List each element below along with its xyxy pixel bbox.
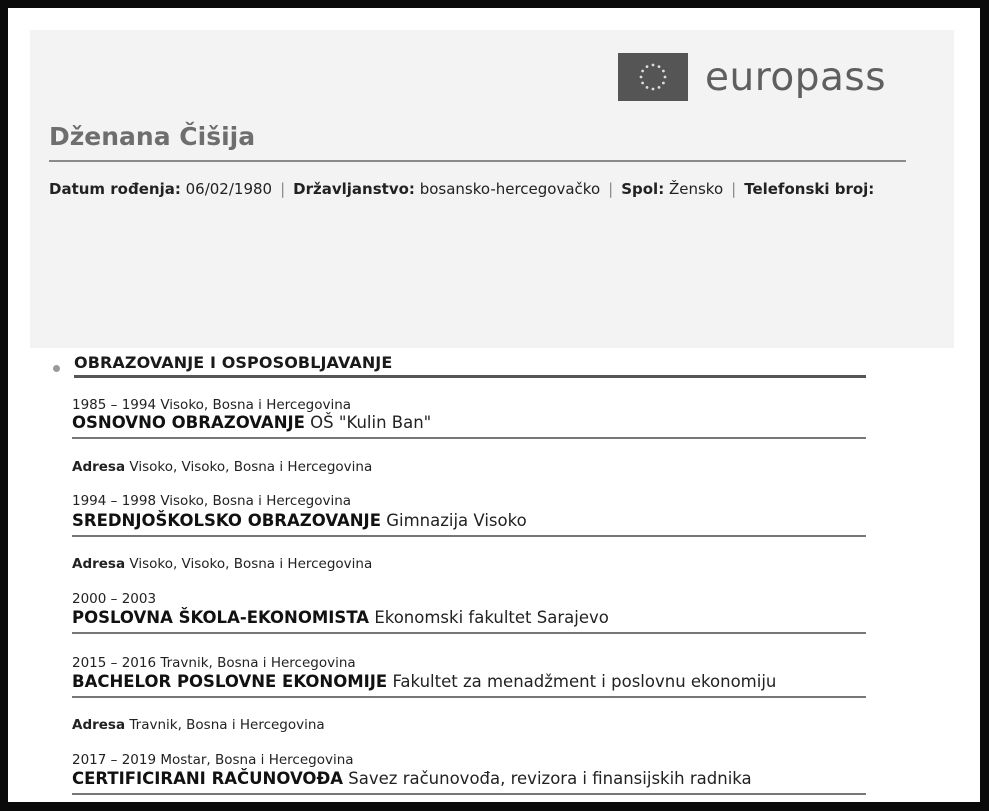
address-label: Adresa	[72, 717, 126, 733]
entry-divider	[72, 535, 866, 537]
sex-label: Spol:	[621, 180, 665, 198]
person-name: Dženana Čišija	[49, 122, 256, 151]
entry-title	[72, 672, 776, 691]
section-bullet-icon	[53, 365, 60, 372]
cv-page	[8, 8, 980, 802]
entry-degree: POSLOVNA ŠKOLA-EKONOMISTA	[72, 608, 370, 627]
entry-title	[72, 413, 431, 432]
entry-degree: CERTIFICIRANI RAČUNOVOĐA	[72, 769, 344, 788]
entry-address	[72, 459, 372, 475]
sex-value: Žensko	[668, 180, 724, 198]
entry-title	[72, 608, 609, 627]
dob-value: 06/02/1980	[185, 180, 273, 198]
citizenship-value: bosansko-hercegovačko	[419, 180, 601, 198]
entry-school: Ekonomski fakultet Sarajevo	[374, 608, 609, 627]
address-value: Visoko, Visoko, Bosna i Hercegovina	[129, 459, 373, 475]
address-value: Visoko, Visoko, Bosna i Hercegovina	[129, 556, 373, 572]
entry-title	[72, 769, 752, 788]
entry-address	[72, 556, 372, 572]
europass-wordmark: europass	[705, 54, 887, 100]
entry-meta: 1985 – 1994 Visoko, Bosna i Hercegovina	[72, 397, 352, 413]
dob-label: Datum rođenja:	[49, 180, 181, 198]
section-title-education: OBRAZOVANJE I OSPOSOBLJAVANJE	[74, 353, 393, 372]
entry-divider	[72, 437, 866, 439]
separator: |	[731, 180, 737, 198]
entry-school: Fakultet za menadžment i poslovnu ekonomiju	[392, 672, 777, 691]
entry-title	[72, 511, 527, 530]
address-value: Travnik, Bosna i Hercegovina	[129, 717, 325, 733]
entry-degree: BACHELOR POSLOVNE EKONOMIJE	[72, 672, 388, 691]
address-label: Adresa	[72, 556, 126, 572]
section-divider	[74, 375, 866, 378]
eu-flag-icon	[618, 53, 688, 101]
phone-label: Telefonski broj:	[744, 180, 875, 198]
personal-info-line	[49, 180, 874, 198]
entry-divider	[72, 632, 866, 634]
citizenship-label: Državljanstvo:	[293, 180, 415, 198]
europass-logo	[618, 53, 886, 101]
address-label: Adresa	[72, 459, 126, 475]
entry-meta: 1994 – 1998 Visoko, Bosna i Hercegovina	[72, 493, 352, 509]
entry-divider	[72, 793, 866, 795]
entry-meta: 2015 – 2016 Travnik, Bosna i Hercegovina	[72, 655, 356, 671]
entry-degree: SREDNJOŠKOLSKO OBRAZOVANJE	[72, 511, 381, 530]
entry-degree: OSNOVNO OBRAZOVANJE	[72, 413, 305, 432]
entry-address	[72, 717, 325, 733]
entry-divider	[72, 696, 866, 698]
entry-school: Savez računovođa, revizora i finansijskih radnika	[348, 769, 752, 788]
entry-school: Gimnazija Visoko	[386, 511, 527, 530]
separator: |	[280, 180, 286, 198]
entry-school: OŠ "Kulin Ban"	[310, 413, 432, 432]
separator: |	[608, 180, 614, 198]
entry-meta: 2000 – 2003	[72, 591, 157, 607]
entry-meta: 2017 – 2019 Mostar, Bosna i Hercegovina	[72, 752, 354, 768]
name-divider	[49, 160, 906, 162]
